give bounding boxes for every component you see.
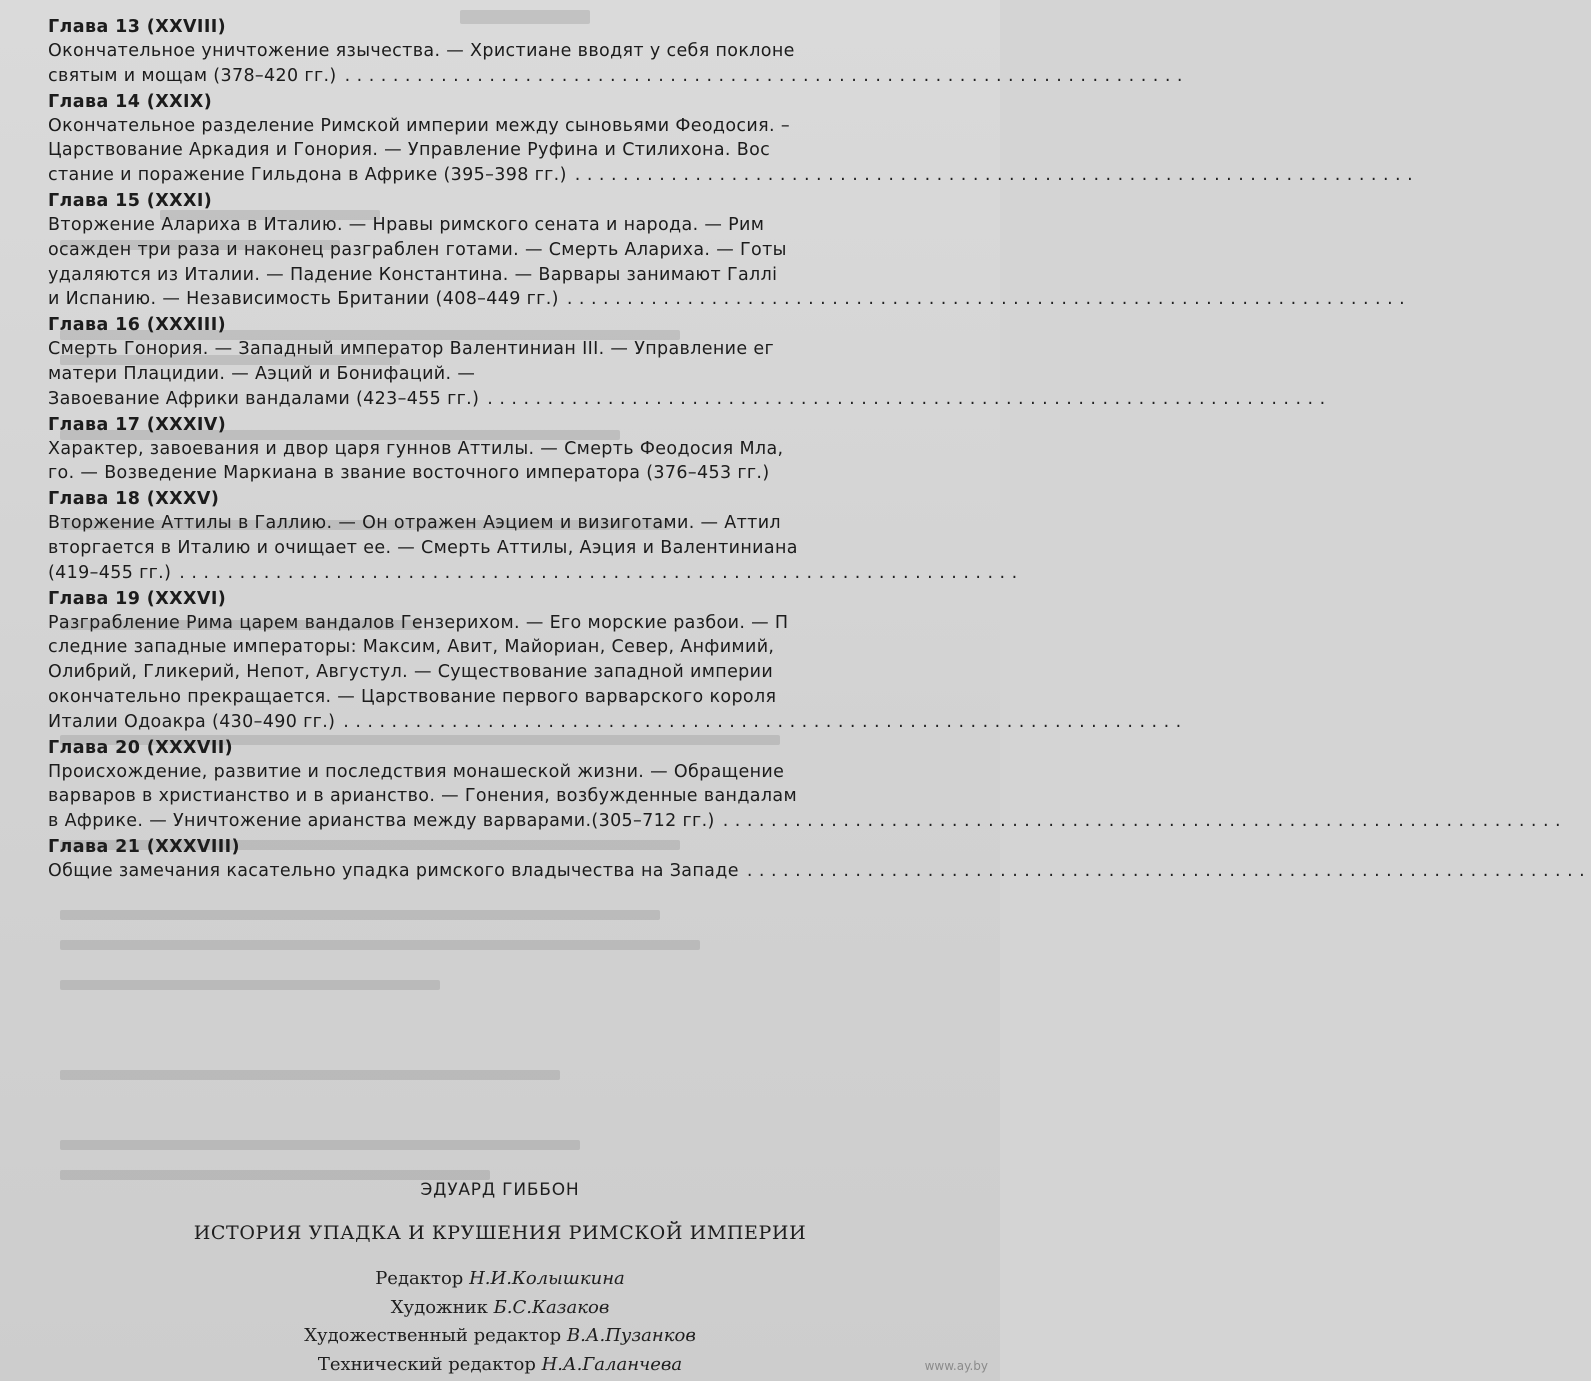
credit-role: Редактор [375,1268,464,1289]
credit-name: Б.С.Казаков [493,1296,610,1318]
chapter-16 [48,313,1332,411]
chapter-summary-line-with-leader [48,809,1568,834]
chapter-14 [48,90,1420,188]
credit-role: Художник [390,1296,488,1318]
chapter-18 [48,487,1024,585]
book-title: ИСТОРИЯ УПАДКА И КРУШЕНИЯ РИМСКОЙ ИМПЕРИИ [193,1222,807,1244]
chapter-summary-line-with-leader [48,561,1024,586]
chapter-summary-text: стание и поражение Гильдона в Африке (395–398 гг.) [48,165,567,186]
chapter-summary-line: вторгается в Италию и очищает ее. — Смерть Аттилы, Аэция и Валентиниана [48,537,798,558]
chapter-summary-line: Характер, завоевания и двор царя гуннов Аттилы. — Смерть Феодосия Мла, [48,438,784,459]
leader-dots: ...................................................................... [722,811,1568,832]
chapter-19 [48,587,1188,735]
chapter-summary-text: Италии Одоакра (430–490 гг.) [48,711,336,732]
leader-dots: ...................................................................... [574,165,1420,186]
leader-dots: ...................................................................... [746,860,1591,881]
chapter-summary-line: окончательно прекращается. — Царствование первого варварского короля [48,686,777,707]
watermark: www.ay.by [924,1359,988,1373]
chapter-17 [48,413,1006,487]
chapter-summary-text: в Африке. — Уничтожение арианства между варварами.(305–712 гг.) [48,811,715,832]
chapter-summary-text: (419–455 гг.) [48,562,172,583]
chapter-summary-text: святым и мощам (378–420 гг.) [48,65,337,86]
chapter-13 [48,15,1189,89]
chapter-summary-line-with-leader [48,387,1332,412]
chapter-15 [48,189,1412,312]
chapter-title: Глава 14 (XXIX) [48,91,213,112]
credit-name: Н.А.Галанчева [541,1353,683,1375]
chapter-summary-line: Происхождение, развитие и последствия монашеской жизни. — Обращение [48,761,785,782]
chapter-summary-line: Царствование Аркадия и Гонория. — Управление Руфина и Стилихона. Вос [48,140,771,161]
chapter-summary-line: Олибрий, Гликерий, Непот, Августул. — Существование западной империи [48,662,774,683]
chapter-title: Глава 15 (XXXI) [48,190,213,211]
chapter-summary-line: удаляются из Италии. — Падение Константина. — Варвары занимают Галлі [48,264,778,285]
credit-line-editor [0,1265,1000,1294]
chapter-title: Глава 21 (XXXVIII) [48,836,240,857]
chapter-summary-line-with-leader [48,710,1188,735]
credit-name: Н.И.Колышкина [469,1268,625,1289]
credit-line-artist [0,1294,1000,1323]
chapter-title: Глава 16 (XXXIII) [48,315,227,336]
chapter-summary-line: Вторжение Алариха в Италию. — Нравы римского сената и народа. — Рим [48,214,765,235]
chapter-summary-line: варваров в христианство и в арианство. — Гонения, возбужденные вандалам [48,786,798,807]
chapter-title: Глава 13 (XXVIII) [48,17,227,37]
chapter-summary-text: Общие замечания касательно упадка римского владычества на Западе [48,860,739,881]
chapter-title: Глава 20 (XXXVII) [48,737,234,758]
leader-dots: ...................................................................... [179,562,1024,583]
chapter-summary-line-with-leader [48,287,1412,312]
credit-role: Технический редактор [317,1353,536,1375]
chapter-summary-line: матери Плацидии. — Аэций и Бонифаций. — [48,363,476,384]
chapter-summary-text: Завоевание Африки вандалами (423–455 гг.) [48,388,480,409]
chapter-21 [48,835,1591,884]
credit-line-art-editor [0,1322,1000,1351]
table-of-contents [48,14,1591,884]
chapter-summary-line: Вторжение Аттилы в Галлию. — Он отражен Аэцием и визиготами. — Аттил [48,513,781,534]
chapter-20 [48,736,1568,834]
chapter-summary-line-with-leader [48,859,1591,884]
chapter-title: Глава 17 (XXXIV) [48,414,227,435]
chapter-summary-line-with-leader [48,163,1420,188]
chapter-summary-line: осажден три раза и наконец разграблен готами. — Смерть Алариха. — Готы [48,239,787,260]
chapter-title: Глава 19 (XXXVI) [48,588,227,609]
chapter-title: Глава 18 (XXXV) [48,489,220,510]
leader-dots: ...................................................................... [344,65,1189,86]
editorial-credits [0,1265,1000,1379]
chapter-summary-line: Разграбление Рима царем вандалов Гензерихом. — Его морские разбои. — П [48,612,789,633]
chapter-summary-line: Окончательное разделение Римской империи между сыновьями Феодосия. – [48,115,790,136]
credit-name: В.А.Пузанков [566,1325,696,1346]
chapter-summary-text: и Испанию. — Независимость Британии (408–449 гг.) [48,289,559,310]
chapter-summary-line: го. — Возведение Маркиана в звание восточного императора (376–453 гг.) [48,463,770,484]
credit-role: Художественный редактор [304,1325,562,1346]
chapter-summary-line: Смерть Гонория. — Западный император Валентиниан III. — Управление ег [48,339,775,360]
credit-line-technical-editor [0,1351,1000,1380]
book-author: ЭДУАРД ГИББОН [420,1180,580,1200]
leader-dots: ...................................................................... [343,711,1188,732]
chapter-summary-line: Окончательное уничтожение язычества. — Христиане вводят у себя поклоне [48,41,795,61]
leader-dots: ...................................................................... [566,289,1412,310]
chapter-summary-line: следние западные императоры: Максим, Авит, Майориан, Север, Анфимий, [48,637,775,658]
chapter-summary-line-with-leader [48,64,1189,89]
leader-dots: ...................................................................... [487,388,1332,409]
